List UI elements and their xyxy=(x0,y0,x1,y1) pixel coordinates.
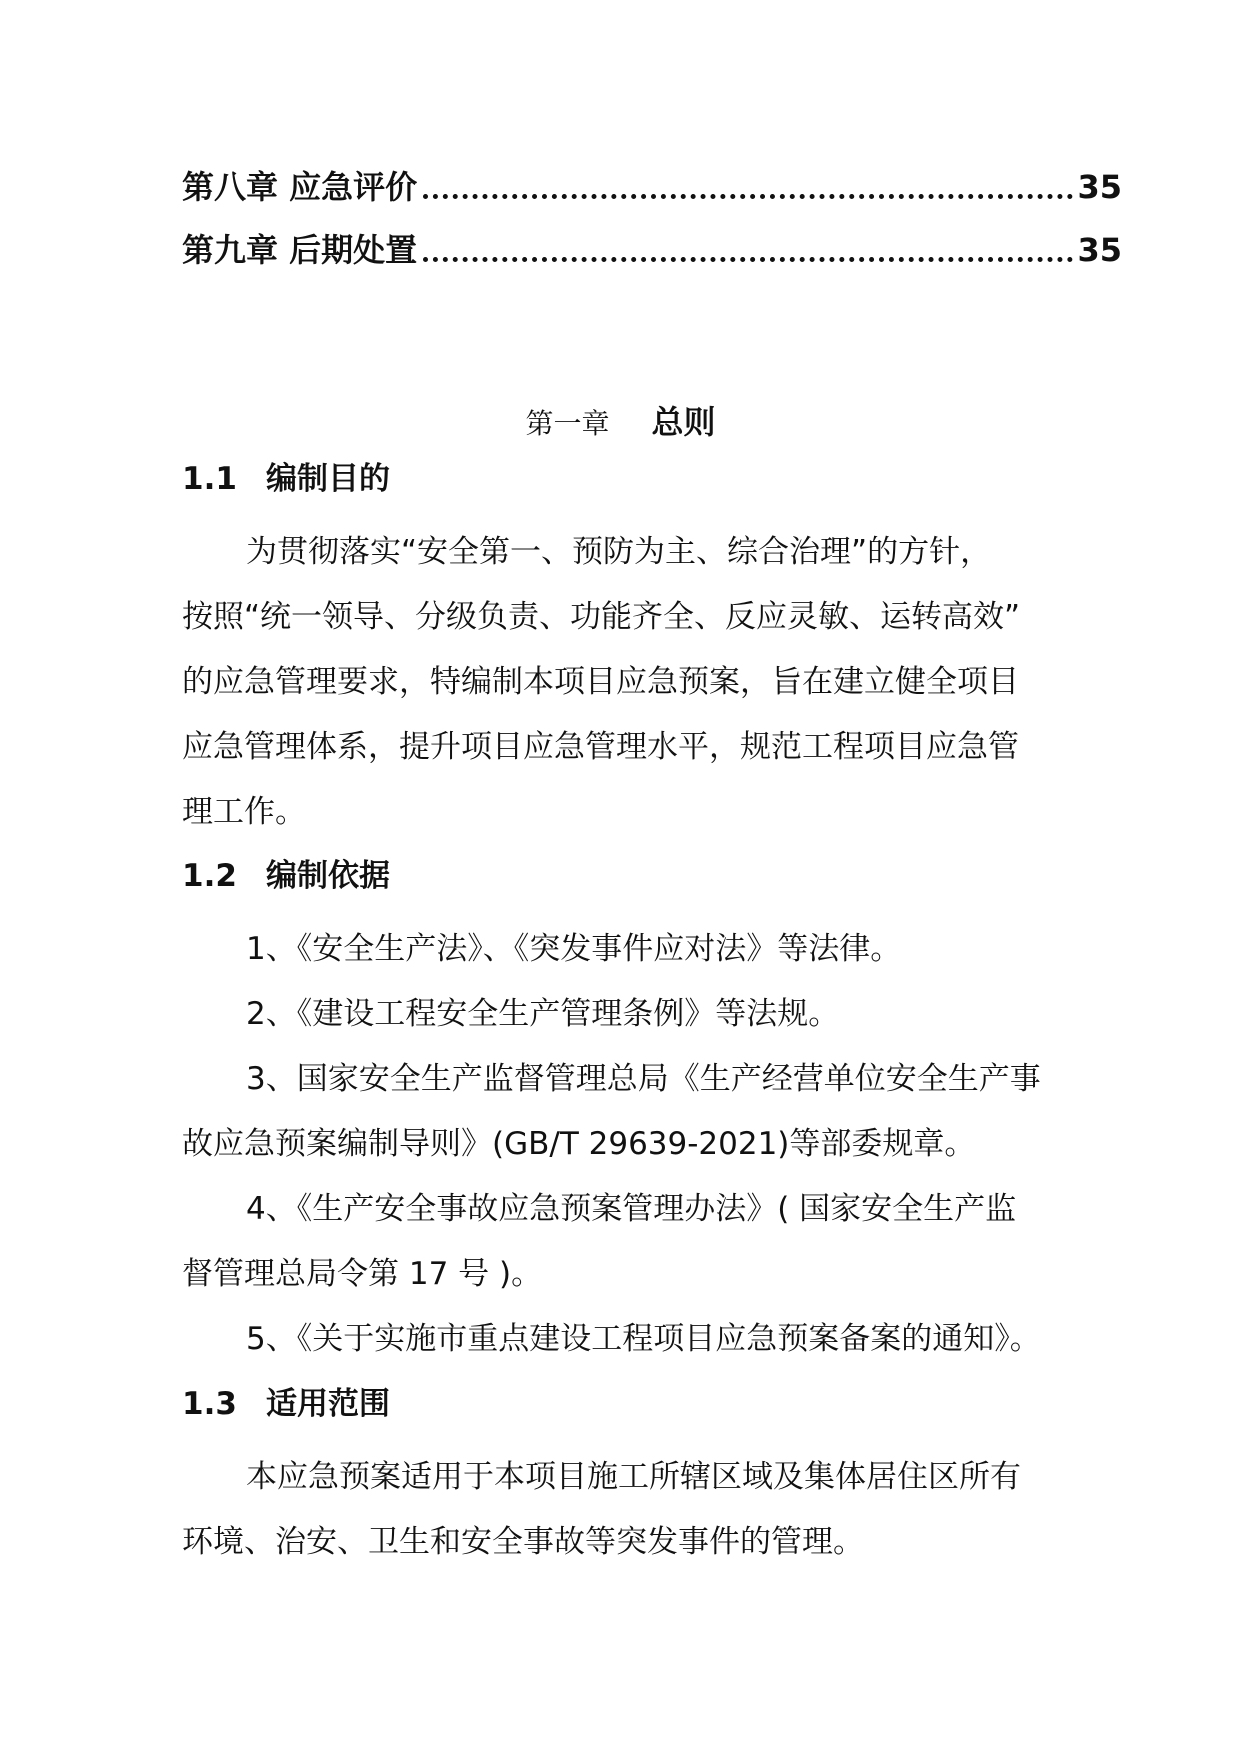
paragraph-line: 督管理总局令第 17 号 )。 xyxy=(182,1256,543,1292)
paragraph-line: 为贯彻落实“安全第一、预防为主、综合治理”的方针， xyxy=(246,534,992,570)
paragraph-line: 4、《生产安全事故应急预案管理办法》( 国家安全生产监 xyxy=(246,1191,1017,1227)
paragraph-line: 1、《安全生产法》、《突发事件应对法》等法律。 xyxy=(246,931,902,967)
toc-entry-chapter-9[interactable] xyxy=(182,226,1122,274)
section-body-1-2 xyxy=(182,917,1094,1372)
section-title: 编制目的 xyxy=(266,461,390,497)
toc-entry-chapter-8[interactable] xyxy=(182,163,1122,211)
paragraph-line: 按照“统一领导、分级负责、功能齐全、反应灵敏、运转高效” xyxy=(182,599,1021,635)
paragraph-line: 3、国家安全生产监督管理总局《生产经营单位安全生产事 xyxy=(246,1061,1041,1097)
section-heading-1-1 xyxy=(182,455,390,503)
paragraph-line: 理工作。 xyxy=(182,794,306,830)
section-number: 1.3 xyxy=(182,1386,237,1422)
paragraph-line: 故应急预案编制导则》(GB/T 29639-2021)等部委规章。 xyxy=(182,1126,976,1162)
section-heading-1-3 xyxy=(182,1380,390,1428)
toc-entry-page: 35 xyxy=(1077,168,1122,206)
section-body-1-3 xyxy=(182,1445,1094,1575)
section-title: 编制依据 xyxy=(266,858,390,894)
chapter-number: 第一章 xyxy=(525,407,610,440)
toc-entry-label: 第九章 后期处置 xyxy=(182,231,418,269)
paragraph-line: 5、《关于实施市重点建设工程项目应急预案备案的通知》。 xyxy=(246,1321,1041,1357)
section-heading-1-2 xyxy=(182,852,390,900)
section-number: 1.2 xyxy=(182,858,237,894)
section-title: 适用范围 xyxy=(266,1386,390,1422)
paragraph-line: 本应急预案适用于本项目施工所辖区域及集体居住区所有 xyxy=(246,1459,1021,1495)
toc-leader-dots xyxy=(423,194,1073,199)
section-number: 1.1 xyxy=(182,461,237,497)
chapter-name: 总则 xyxy=(651,403,716,441)
toc-entry-page: 35 xyxy=(1077,231,1122,269)
paragraph-line: 应急管理体系，提升项目应急管理水平，规范工程项目应急管 xyxy=(182,729,1019,765)
toc-entry-label: 第八章 应急评价 xyxy=(182,168,418,206)
paragraph-line: 的应急管理要求，特编制本项目应急预案，旨在建立健全项目 xyxy=(182,664,1019,700)
chapter-title xyxy=(0,398,1241,446)
paragraph-line: 2、《建设工程安全生产管理条例》等法规。 xyxy=(246,996,840,1032)
paragraph-line: 环境、治安、卫生和安全事故等突发事件的管理。 xyxy=(182,1524,864,1560)
toc-leader-dots xyxy=(423,257,1073,262)
section-body-1-1 xyxy=(182,520,1094,845)
